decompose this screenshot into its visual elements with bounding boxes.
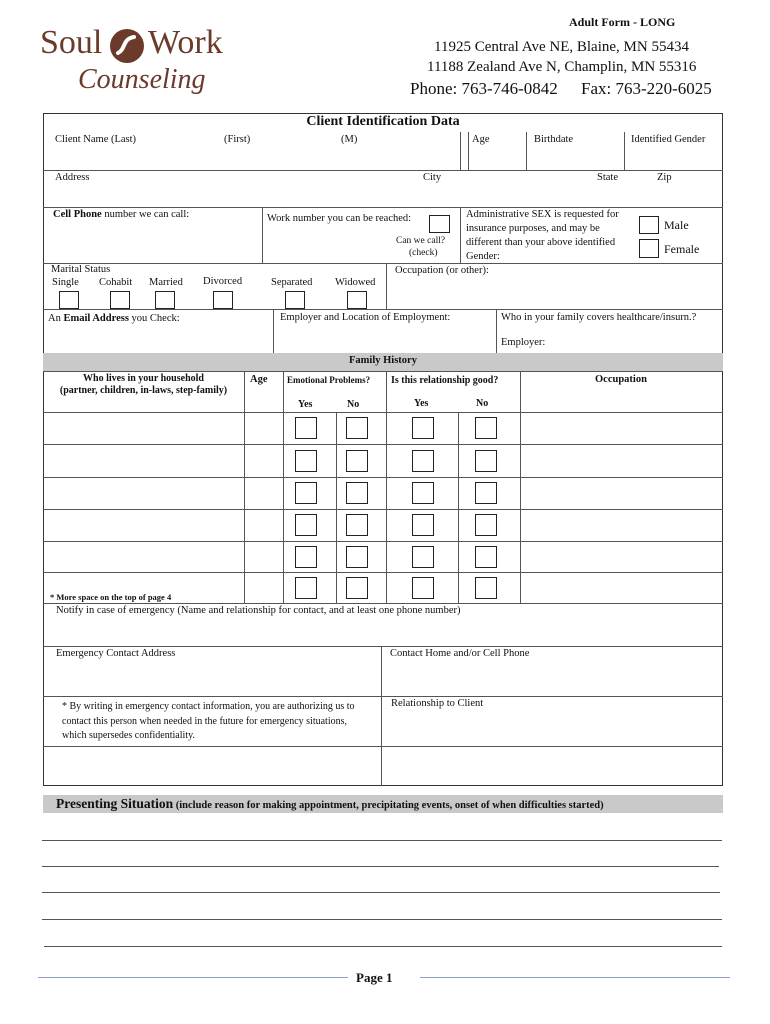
logo [40, 24, 230, 104]
label-email-pre: An [48, 313, 64, 324]
label-relationship-to-client: Relationship to Client [391, 698, 484, 709]
female-checkbox[interactable] [639, 239, 659, 258]
col-emotional-no: No [347, 399, 360, 410]
relationship-yes-checkbox[interactable] [412, 514, 434, 536]
family-row [43, 478, 723, 509]
emotional-no-checkbox[interactable] [346, 482, 368, 504]
label-city: City [423, 172, 442, 183]
relationship-yes-checkbox[interactable] [412, 417, 434, 439]
presenting-subtitle: (include reason for making appointment, precipitating events, onset of when difficulties started) [173, 800, 604, 811]
emergency-disclaimer: * By writing in emergency contact information, you are authorizing us to contact this person when needed in the future for emergency situations, which supersedes confidentiality. [62, 701, 355, 741]
presenting-line[interactable] [42, 919, 722, 920]
family-history-title: Family History [349, 355, 417, 366]
label-employer-location: Employer and Location of Employment: [280, 312, 451, 323]
marital-option-cohabit: Cohabit [99, 277, 133, 288]
presenting-title: Presenting Situation [56, 796, 174, 811]
fax-number: Fax: 763-220-6025 [581, 79, 712, 98]
col-emotional-yes: Yes [298, 399, 313, 410]
col-relationship-good: Is this relationship good? [391, 375, 499, 386]
label-cell-phone-rest: number we can call: [101, 209, 190, 220]
family-row [43, 445, 723, 477]
label-emergency-notify: Notify in case of emergency (Name and relationship for contact, and at least one phone number) [56, 605, 461, 616]
marital-option-separated: Separated [271, 277, 313, 288]
input-emergency-contact[interactable] [46, 620, 721, 644]
input-address[interactable] [46, 186, 721, 206]
married-checkbox[interactable] [155, 291, 175, 309]
label-cell-phone [53, 209, 189, 220]
logo-word-work: Work [148, 24, 223, 61]
col-household-line1: Who lives in your household [83, 373, 204, 384]
label-identified-gender: Identified Gender [631, 134, 706, 145]
label-state: State [597, 172, 618, 183]
relationship-yes-checkbox[interactable] [412, 482, 434, 504]
input-birthdate[interactable] [528, 148, 622, 168]
emotional-no-checkbox[interactable] [346, 514, 368, 536]
emotional-no-checkbox[interactable] [346, 450, 368, 472]
relationship-no-checkbox[interactable] [475, 482, 497, 504]
address-line-1: 11925 Central Ave NE, Blaine, MN 55434 [434, 39, 689, 55]
label-male: Male [664, 218, 689, 232]
relationship-yes-checkbox[interactable] [412, 546, 434, 568]
emotional-no-checkbox[interactable] [346, 546, 368, 568]
footer-rule-right [420, 977, 730, 978]
relationship-yes-checkbox[interactable] [412, 450, 434, 472]
more-space-note: * More space on the top of page 4 [50, 592, 172, 602]
logo-word-soul: Soul [40, 24, 103, 61]
emotional-no-checkbox[interactable] [346, 417, 368, 439]
emotional-yes-checkbox[interactable] [295, 514, 317, 536]
can-we-call-checkbox[interactable] [429, 215, 450, 233]
label-email [48, 313, 180, 324]
label-healthcare: Who in your family covers healthcare/insurn.? [501, 312, 697, 323]
footer-rule-left [38, 977, 348, 978]
emotional-yes-checkbox[interactable] [295, 417, 317, 439]
family-row [43, 542, 723, 572]
label-admin-sex: Administrative SEX is requested for insurance purposes, and may be different than your above identified Gender: [466, 209, 619, 262]
presenting-line[interactable] [42, 840, 722, 841]
emotional-yes-checkbox[interactable] [295, 546, 317, 568]
single-checkbox[interactable] [59, 291, 79, 309]
label-cell-phone-bold: Cell Phone [53, 209, 102, 220]
relationship-yes-checkbox[interactable] [412, 577, 434, 599]
label-occupation: Occupation (or other): [395, 265, 489, 276]
emotional-no-checkbox[interactable] [346, 577, 368, 599]
family-row [43, 412, 723, 444]
label-check: (check) [409, 248, 438, 258]
address-line-2: 11188 Zealand Ave N, Champlin, MN 55316 [427, 59, 697, 75]
logo-swirl-icon [108, 27, 146, 65]
presenting-line[interactable] [42, 892, 720, 893]
emotional-yes-checkbox[interactable] [295, 577, 317, 599]
col-relationship-yes: Yes [414, 398, 429, 409]
label-employer: Employer: [501, 337, 546, 348]
col-occupation: Occupation [595, 374, 647, 385]
logo-word-counseling: Counseling [78, 64, 206, 95]
phone-number: Phone: 763-746-0842 [410, 79, 558, 98]
label-email-post: you Check: [128, 313, 180, 324]
label-address: Address [55, 172, 90, 183]
male-checkbox[interactable] [639, 216, 659, 234]
label-zip: Zip [657, 172, 672, 183]
relationship-no-checkbox[interactable] [475, 546, 497, 568]
marital-option-divorced: Divorced [203, 276, 243, 287]
label-contact-phone: Contact Home and/or Cell Phone [390, 648, 530, 659]
label-can-we-call: Can we call? [396, 236, 446, 246]
divorced-checkbox[interactable] [213, 291, 233, 309]
label-work-number: Work number you can be reached: [267, 213, 412, 224]
relationship-no-checkbox[interactable] [475, 577, 497, 599]
presenting-heading [56, 795, 604, 813]
label-client-name-m: (M) [341, 134, 358, 145]
presenting-line[interactable] [42, 866, 719, 867]
col-household-line2: (partner, children, in-laws, step-family) [59, 385, 228, 396]
input-client-name[interactable] [46, 148, 458, 168]
client-identification-title: Client Identification Data [306, 114, 460, 129]
relationship-no-checkbox[interactable] [475, 450, 497, 472]
page-number: Page 1 [356, 970, 393, 985]
col-relationship-no: No [476, 398, 489, 409]
marital-option-married: Married [149, 277, 183, 288]
label-age: Age [472, 134, 490, 145]
label-birthdate: Birthdate [534, 134, 574, 145]
label-email-bold: Email Address [63, 313, 129, 324]
relationship-no-checkbox[interactable] [475, 514, 497, 536]
col-age: Age [250, 374, 268, 385]
label-client-name-last: Client Name (Last) [55, 134, 137, 145]
input-identified-gender[interactable] [626, 148, 721, 168]
input-age[interactable] [470, 148, 524, 168]
relationship-no-checkbox[interactable] [475, 417, 497, 439]
label-client-name-first: (First) [224, 134, 251, 145]
emotional-yes-checkbox[interactable] [295, 482, 317, 504]
form-label: Adult Form - LONG [569, 15, 676, 29]
marital-option-single: Single [52, 277, 79, 288]
label-female: Female [664, 242, 700, 256]
cohabit-checkbox[interactable] [110, 291, 130, 309]
presenting-line[interactable] [44, 946, 722, 947]
label-marital-status: Marital Status [51, 264, 111, 275]
label-emergency-address: Emergency Contact Address [56, 648, 176, 659]
emotional-yes-checkbox[interactable] [295, 450, 317, 472]
col-emotional-problems: Emotional Problems? [287, 375, 371, 385]
family-row [43, 510, 723, 541]
separated-checkbox[interactable] [285, 291, 305, 309]
marital-option-widowed: Widowed [335, 277, 376, 288]
widowed-checkbox[interactable] [347, 291, 367, 309]
